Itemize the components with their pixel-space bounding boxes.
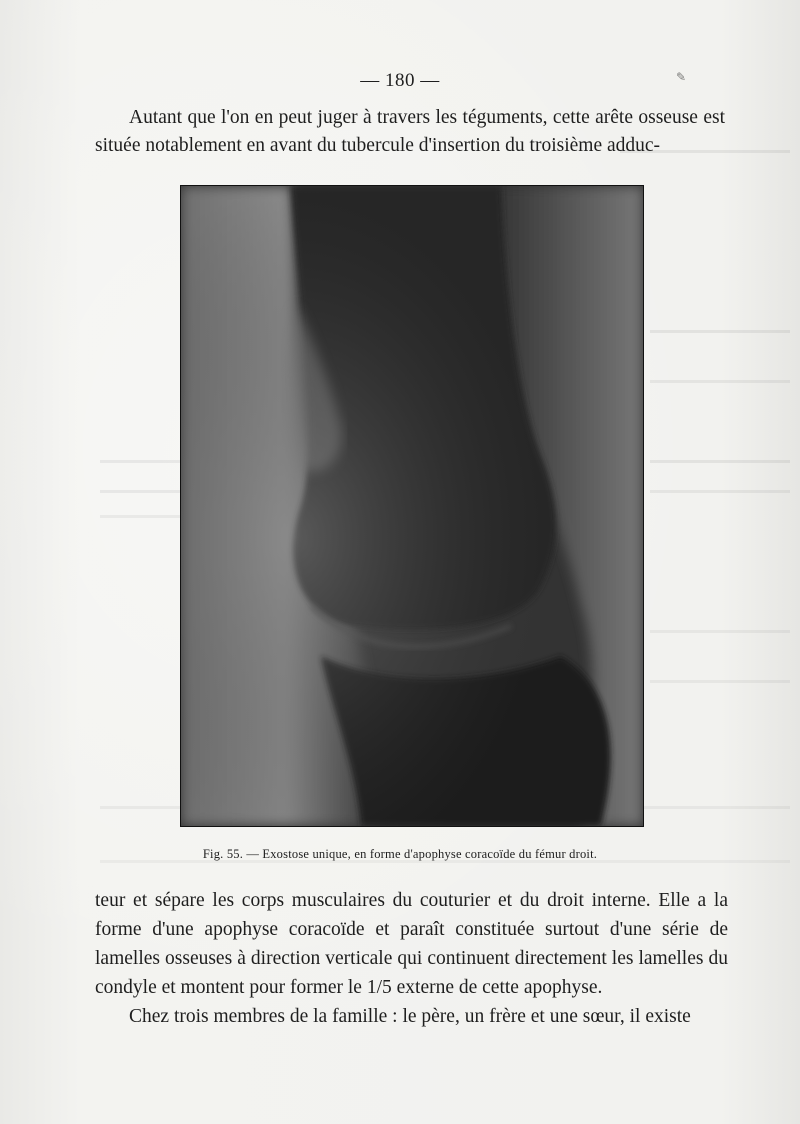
body-paragraph-1: teur et sépare les corps musculaires du couturier et du droit interne. Elle a la forme d'une apophyse coracoïde et paraît constituée surtout d'une série de lamelles osseuses à direction verticale qui continuent directement les lamelles du condyle et montent pour former le 1/5 externe de cette apophyse. [95,890,728,998]
body-text [95,886,728,1031]
xray-figure [180,185,644,827]
corner-mark-icon: ✎ [676,70,687,84]
body-paragraph-2: Chez trois membres de la famille : le père, un frère et une sœur, il existe [129,1006,691,1027]
top-paragraph [95,104,725,160]
figure-caption: Fig. 55. — Exostose unique, en forme d'apophyse coracoïde du fémur droit. [202,847,598,861]
page-number: — 180 — [360,70,440,91]
knee-xray-image [181,186,643,826]
top-paragraph-text: Autant que l'on en peut juger à travers les téguments, cette arête osseuse est située notablement en avant du tubercule d'insertion du troisième adduc- [95,107,725,156]
